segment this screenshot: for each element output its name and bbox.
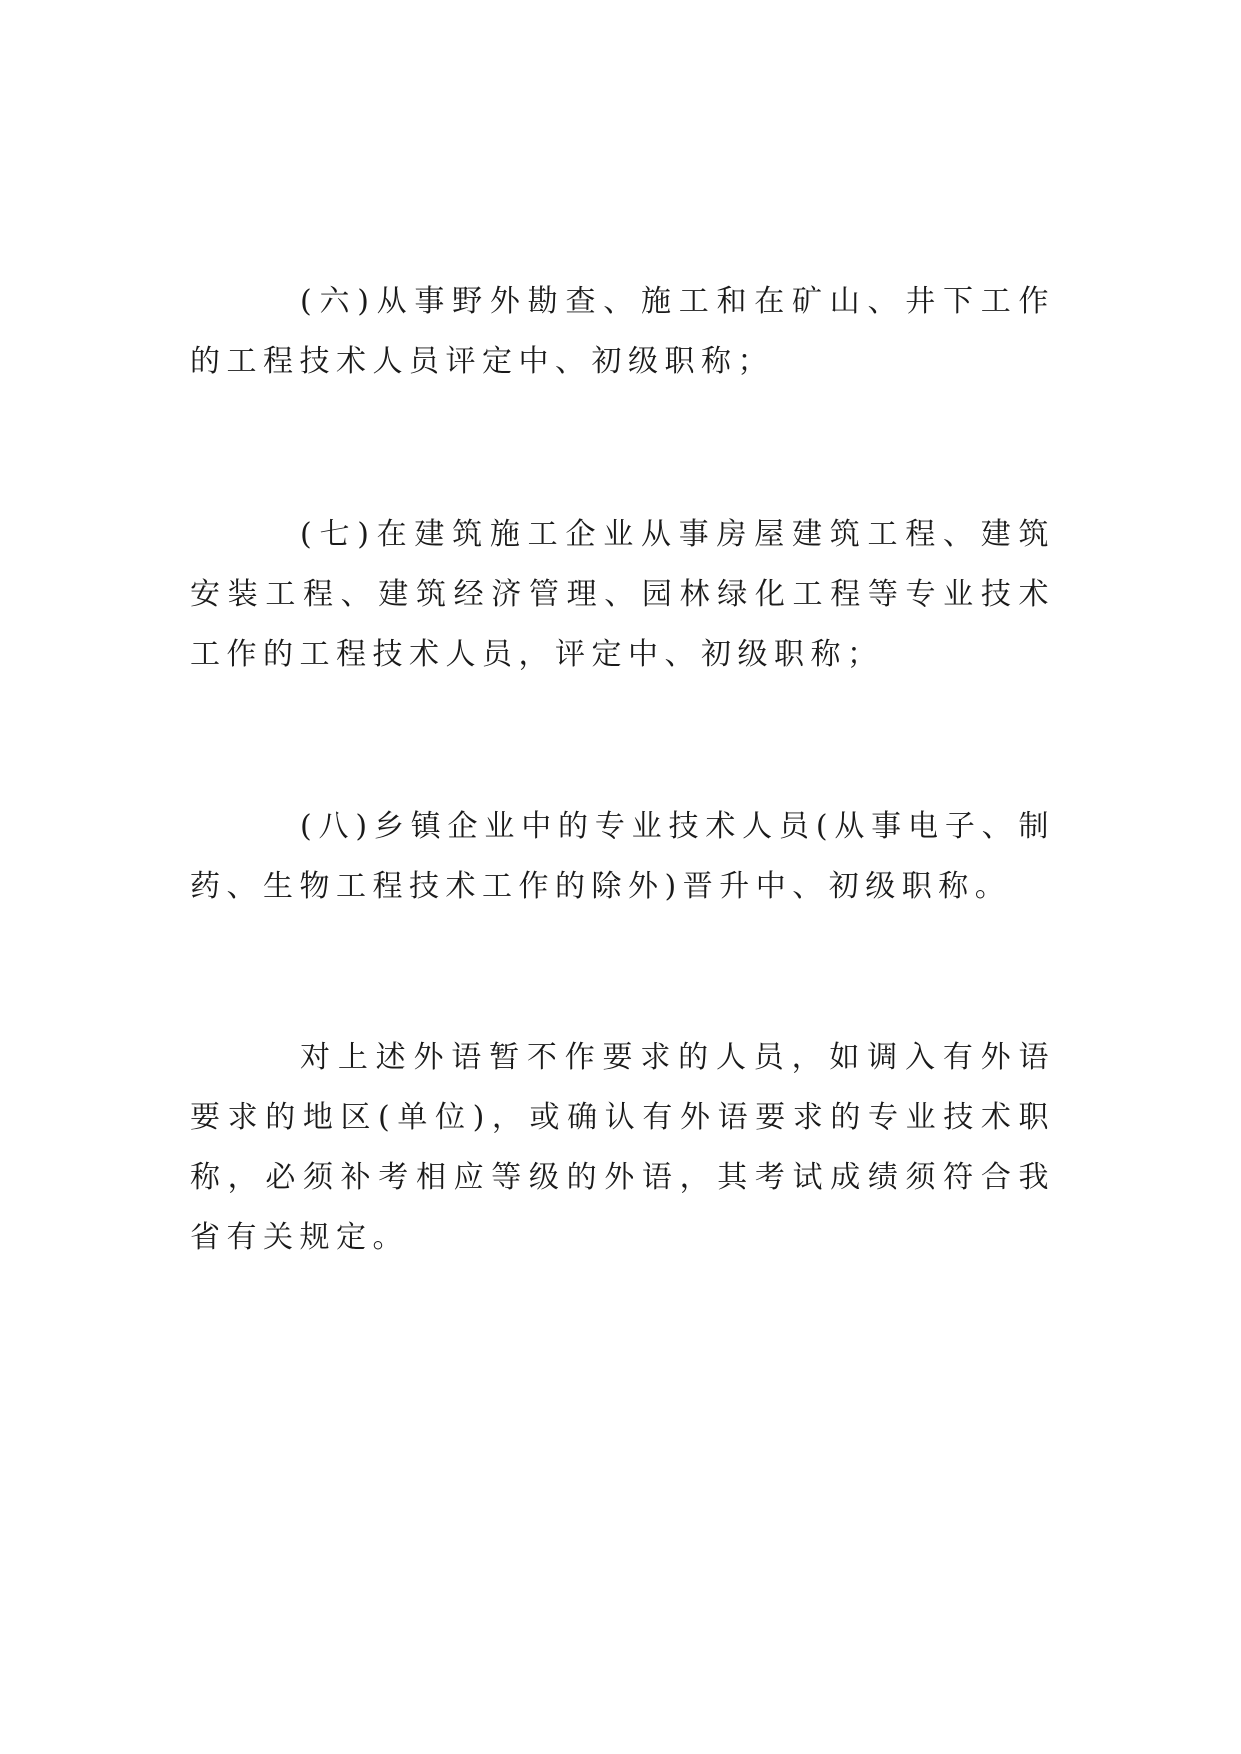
paragraph-item-8: (八)乡镇企业中的专业技术人员(从事电子、制药、生物工程技术工作的除外)晋升中、初级职称。 (190, 809, 1055, 904)
paragraph-item-7: (七)在建筑施工企业从事房屋建筑工程、建筑安装工程、建筑经济管理、园林绿化工程等专业技术工作的工程技术人员，评定中、初级职称； (190, 517, 1055, 672)
paragraph-supplementary-note: 对上述外语暂不作要求的人员，如调入有外语要求的地区(单位)，或确认有外语要求的专业技术职称，必须补考相应等级的外语，其考试成绩须符合我省有关规定。 (190, 1040, 1055, 1255)
paragraph-item-6: (六)从事野外勘查、施工和在矿山、井下工作的工程技术人员评定中、初级职称； (190, 284, 1055, 379)
